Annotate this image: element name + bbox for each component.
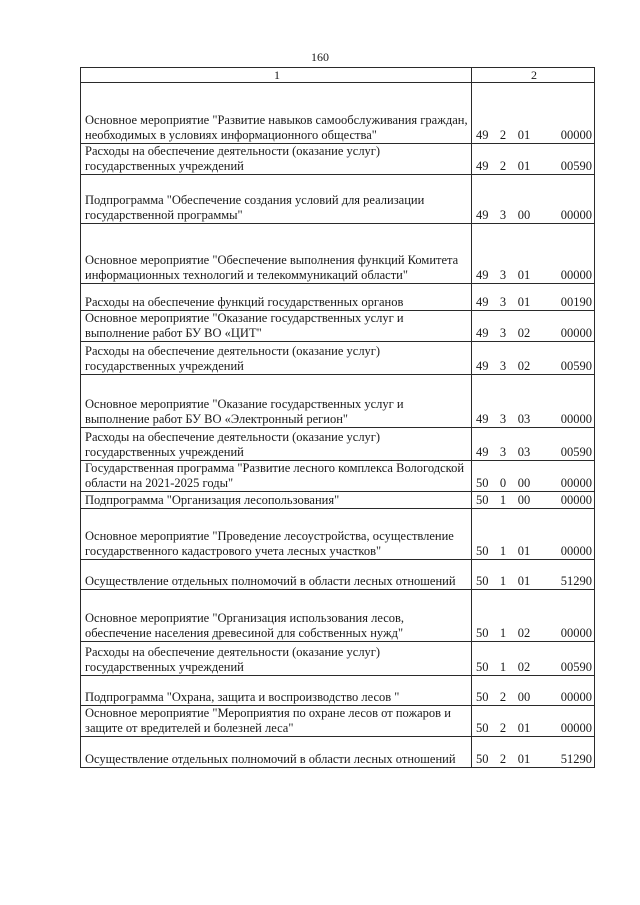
code-subprogram: 1 — [499, 574, 507, 588]
code-direction: 00590 — [560, 445, 592, 459]
row-code — [472, 509, 595, 560]
code-direction: 00000 — [560, 690, 592, 704]
table-row — [81, 560, 595, 590]
table-row — [81, 83, 595, 144]
table-row — [81, 175, 595, 224]
code-main-event: 03 — [517, 412, 531, 426]
row-name: Основное мероприятие "Обеспечение выполнения функций Комитета информационных технологий и телекоммуникаций области" — [81, 224, 472, 284]
code-subprogram: 2 — [499, 159, 507, 173]
code-program: 50 — [476, 626, 489, 640]
row-name: Осуществление отдельных полномочий в области лесных отношений — [81, 737, 472, 768]
row-code — [472, 83, 595, 144]
code-program: 50 — [476, 574, 489, 588]
row-code — [472, 284, 595, 311]
code-subprogram: 3 — [499, 268, 507, 282]
code-direction: 00000 — [560, 412, 592, 426]
code-direction: 00000 — [560, 208, 592, 222]
code-subprogram: 3 — [499, 412, 507, 426]
code-program: 50 — [476, 660, 489, 674]
header-col-2: 2 — [472, 68, 595, 83]
code-group — [476, 268, 592, 283]
row-code — [472, 175, 595, 224]
table-header-row — [81, 68, 595, 83]
code-subprogram: 1 — [499, 544, 507, 558]
table-row — [81, 676, 595, 706]
code-direction: 51290 — [560, 752, 592, 766]
code-program: 50 — [476, 721, 489, 735]
table-row — [81, 590, 595, 642]
code-direction: 00000 — [560, 626, 592, 640]
row-code — [472, 560, 595, 590]
code-group — [476, 359, 592, 374]
code-main-event: 01 — [517, 574, 531, 588]
row-name: Подпрограмма "Охрана, защита и воспроизводство лесов " — [81, 676, 472, 706]
code-subprogram: 3 — [499, 295, 507, 309]
table-row — [81, 144, 595, 175]
code-subprogram: 1 — [499, 626, 507, 640]
code-main-event: 02 — [517, 660, 531, 674]
table-row — [81, 492, 595, 509]
code-main-event: 01 — [517, 721, 531, 735]
code-main-event: 03 — [517, 445, 531, 459]
table-row — [81, 706, 595, 737]
code-program: 49 — [476, 359, 489, 373]
code-program: 50 — [476, 752, 489, 766]
table-row — [81, 311, 595, 342]
code-main-event: 01 — [517, 295, 531, 309]
budget-classification-table — [80, 67, 595, 768]
code-program: 50 — [476, 690, 489, 704]
row-code — [472, 461, 595, 492]
code-direction: 00000 — [560, 544, 592, 558]
code-group — [476, 445, 592, 460]
code-program: 49 — [476, 268, 489, 282]
code-group — [476, 128, 592, 143]
code-program: 49 — [476, 159, 489, 173]
code-group — [476, 574, 592, 589]
code-subprogram: 2 — [499, 690, 507, 704]
code-group — [476, 208, 592, 223]
code-subprogram: 3 — [499, 445, 507, 459]
row-code — [472, 642, 595, 676]
code-subprogram: 2 — [499, 752, 507, 766]
code-direction: 00000 — [560, 721, 592, 735]
code-direction: 00190 — [560, 295, 592, 309]
code-group — [476, 493, 592, 508]
code-program: 49 — [476, 128, 489, 142]
code-direction: 00000 — [560, 268, 592, 282]
code-subprogram: 3 — [499, 359, 507, 373]
table-row — [81, 375, 595, 428]
row-name: Расходы на обеспечение функций государственных органов — [81, 284, 472, 311]
table-row — [81, 342, 595, 375]
table-row — [81, 737, 595, 768]
row-code — [472, 676, 595, 706]
code-direction: 00000 — [560, 128, 592, 142]
code-main-event: 02 — [517, 326, 531, 340]
code-direction: 00000 — [560, 476, 592, 490]
code-direction: 00590 — [560, 660, 592, 674]
code-direction: 51290 — [560, 574, 592, 588]
table-row — [81, 509, 595, 560]
table-row — [81, 284, 595, 311]
row-name: Подпрограмма "Организация лесопользования" — [81, 492, 472, 509]
code-group — [476, 295, 592, 310]
table-row — [81, 428, 595, 461]
code-subprogram: 2 — [499, 721, 507, 735]
code-subprogram: 1 — [499, 493, 507, 507]
code-main-event: 00 — [517, 493, 531, 507]
code-direction: 00000 — [560, 493, 592, 507]
code-group — [476, 721, 592, 736]
row-code — [472, 224, 595, 284]
code-group — [476, 476, 592, 491]
table-row — [81, 461, 595, 492]
table-body — [81, 68, 595, 768]
row-name: Основное мероприятие "Оказание государственных услуг и выполнение работ БУ ВО «Электронный регион" — [81, 375, 472, 428]
code-subprogram: 3 — [499, 326, 507, 340]
code-direction: 00000 — [560, 326, 592, 340]
code-main-event: 02 — [517, 626, 531, 640]
code-direction: 00590 — [560, 359, 592, 373]
header-col-1: 1 — [81, 68, 472, 83]
code-subprogram: 3 — [499, 208, 507, 222]
code-program: 49 — [476, 445, 489, 459]
code-group — [476, 660, 592, 675]
row-name: Государственная программа "Развитие лесного комплекса Вологодской области на 2021-2025 годы" — [81, 461, 472, 492]
table-row — [81, 224, 595, 284]
row-name: Подпрограмма "Обеспечение создания условий для реализации государственной программы" — [81, 175, 472, 224]
code-main-event: 01 — [517, 752, 531, 766]
row-name: Расходы на обеспечение деятельности (оказание услуг) государственных учреждений — [81, 144, 472, 175]
row-code — [472, 706, 595, 737]
code-group — [476, 326, 592, 341]
code-program: 50 — [476, 476, 489, 490]
row-name: Осуществление отдельных полномочий в области лесных отношений — [81, 560, 472, 590]
row-name: Основное мероприятие "Проведение лесоустройства, осуществление государственного кадастрового учета лесных участков" — [81, 509, 472, 560]
code-program: 49 — [476, 326, 489, 340]
code-group — [476, 412, 592, 427]
code-main-event: 00 — [517, 208, 531, 222]
row-code — [472, 590, 595, 642]
code-main-event: 01 — [517, 544, 531, 558]
page-number: 160 — [311, 50, 329, 64]
code-main-event: 02 — [517, 359, 531, 373]
code-subprogram: 2 — [499, 128, 507, 142]
row-code — [472, 311, 595, 342]
row-code — [472, 737, 595, 768]
code-group — [476, 752, 592, 767]
code-subprogram: 0 — [499, 476, 507, 490]
code-program: 49 — [476, 208, 489, 222]
code-group — [476, 544, 592, 559]
row-code — [472, 428, 595, 461]
row-name: Расходы на обеспечение деятельности (оказание услуг) государственных учреждений — [81, 428, 472, 461]
code-program: 49 — [476, 412, 489, 426]
code-main-event: 01 — [517, 128, 531, 142]
code-program: 50 — [476, 544, 489, 558]
code-group — [476, 690, 592, 705]
code-main-event: 00 — [517, 690, 531, 704]
row-name: Расходы на обеспечение деятельности (оказание услуг) государственных учреждений — [81, 342, 472, 375]
code-group — [476, 159, 592, 174]
row-code — [472, 492, 595, 509]
code-program: 49 — [476, 295, 489, 309]
code-subprogram: 1 — [499, 660, 507, 674]
row-code — [472, 375, 595, 428]
code-direction: 00590 — [560, 159, 592, 173]
code-main-event: 01 — [517, 268, 531, 282]
row-code — [472, 342, 595, 375]
row-name: Основное мероприятие "Организация использования лесов, обеспечение населения древесиной для собственных нужд" — [81, 590, 472, 642]
row-code — [472, 144, 595, 175]
code-main-event: 00 — [517, 476, 531, 490]
row-name: Основное мероприятие "Оказание государственных услуг и выполнение работ БУ ВО «ЦИТ" — [81, 311, 472, 342]
code-program: 50 — [476, 493, 489, 507]
code-main-event: 01 — [517, 159, 531, 173]
row-name: Основное мероприятие "Мероприятия по охране лесов от пожаров и защите от вредителей и болезней леса" — [81, 706, 472, 737]
table-row — [81, 642, 595, 676]
code-group — [476, 626, 592, 641]
row-name: Основное мероприятие "Развитие навыков самообслуживания граждан, необходимых в условиях информационного общества" — [81, 83, 472, 144]
row-name: Расходы на обеспечение деятельности (оказание услуг) государственных учреждений — [81, 642, 472, 676]
